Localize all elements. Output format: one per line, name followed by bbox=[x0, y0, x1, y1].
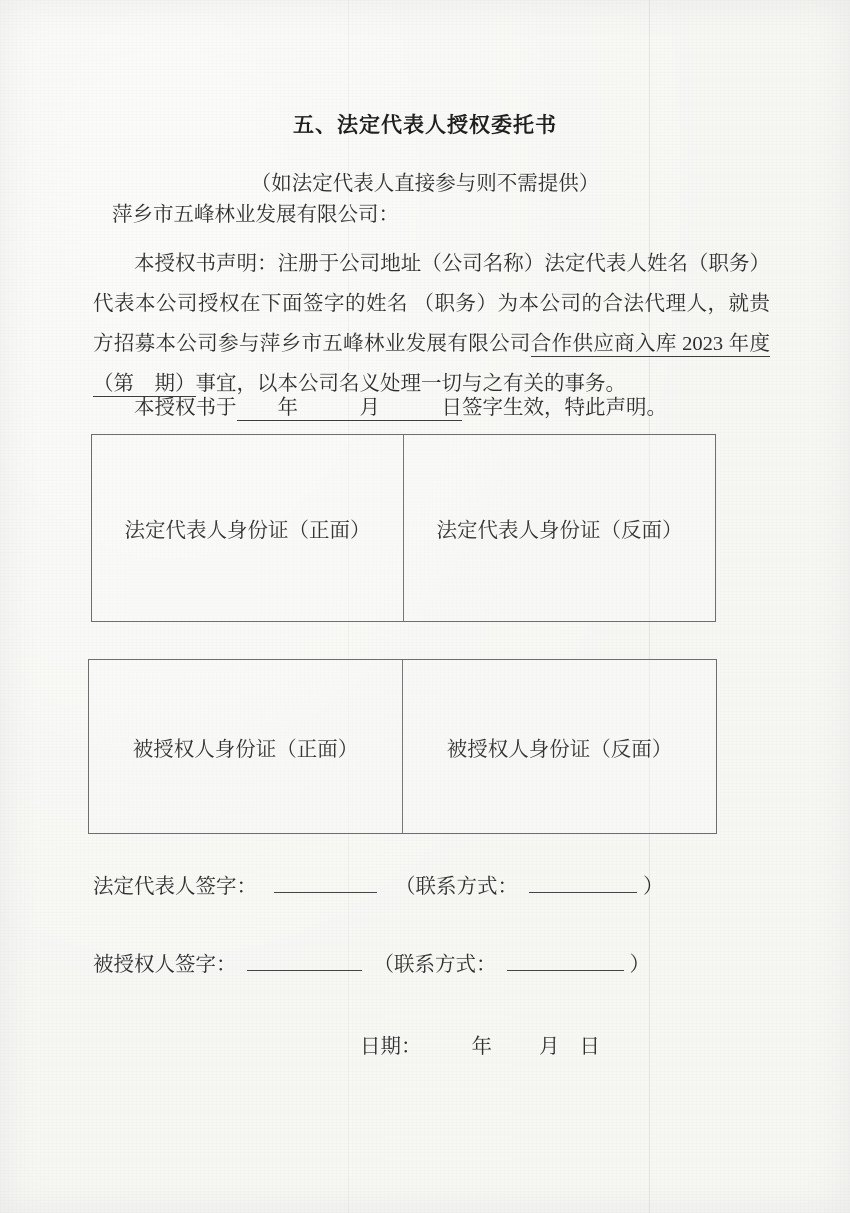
addressee-company-line: 萍乡市五峰林业发展有限公司： bbox=[112, 204, 399, 226]
legal-rep-contact-close-paren: ） bbox=[643, 876, 664, 898]
authorized-person-id-front-cell: 被授权人身份证（正面） bbox=[132, 738, 359, 761]
authorized-person-signature-blank-line bbox=[247, 950, 362, 971]
legal-rep-signature-row bbox=[93, 869, 664, 899]
legal-rep-signature-label: 法定代表人签字： bbox=[93, 876, 257, 898]
date-day-label: 日 bbox=[579, 1036, 600, 1058]
authorized-person-contact-label: （联系方式： bbox=[373, 954, 497, 976]
authorized-person-signature-label: 被授权人签字： bbox=[93, 954, 237, 976]
legal-rep-signature-blank-line bbox=[274, 872, 377, 893]
date-year-label: 年 bbox=[471, 1036, 492, 1058]
legal-rep-contact-label: （联系方式： bbox=[395, 876, 518, 898]
authorized-person-contact-close-paren: ） bbox=[629, 954, 650, 976]
legal-rep-contact-blank-line bbox=[529, 872, 637, 893]
date-label: 日期： bbox=[360, 1036, 422, 1058]
declaration-paragraph bbox=[93, 244, 770, 404]
authorized-person-contact-blank-line bbox=[507, 950, 624, 971]
document-title: 五、法定代表人授权委托书 bbox=[293, 113, 557, 137]
legal-rep-id-table bbox=[91, 434, 716, 622]
effective-date-sentence bbox=[93, 391, 793, 425]
date-month-label: 月 bbox=[539, 1036, 560, 1058]
underlined-project-phrase: 合作供应商入库 2023 年度（第 期） bbox=[93, 333, 770, 395]
authorized-person-id-table bbox=[88, 659, 717, 834]
effective-prefix: 本授权书于 bbox=[134, 397, 237, 419]
legal-rep-id-back-cell: 法定代表人身份证（反面） bbox=[403, 435, 715, 621]
declaration-text-before: 本授权书声明：注册于公司地址（公司名称）法定代表人姓名（职务）代表本公司授权在下面签字的姓名 （职务）为本公司的合法代理人，就贵方招募本公司参与萍乡市五峰林业发展有限公司 bbox=[93, 253, 770, 355]
effective-suffix: 签字生效，特此声明。 bbox=[462, 397, 667, 419]
effective-date-blank: 年 月 日 bbox=[236, 397, 462, 419]
date-line bbox=[360, 1029, 600, 1059]
legal-rep-id-front-cell: 法定代表人身份证（正面） bbox=[124, 520, 371, 542]
authorized-person-signature-row bbox=[93, 947, 650, 977]
authorized-person-id-back-cell: 被授权人身份证（反面） bbox=[402, 660, 716, 833]
declaration-text-after: 事宜，以本公司名义处理一切与之有关的事务。 bbox=[195, 373, 626, 395]
document-subtitle: （如法定代表人直接参与则不需提供） bbox=[250, 173, 600, 195]
